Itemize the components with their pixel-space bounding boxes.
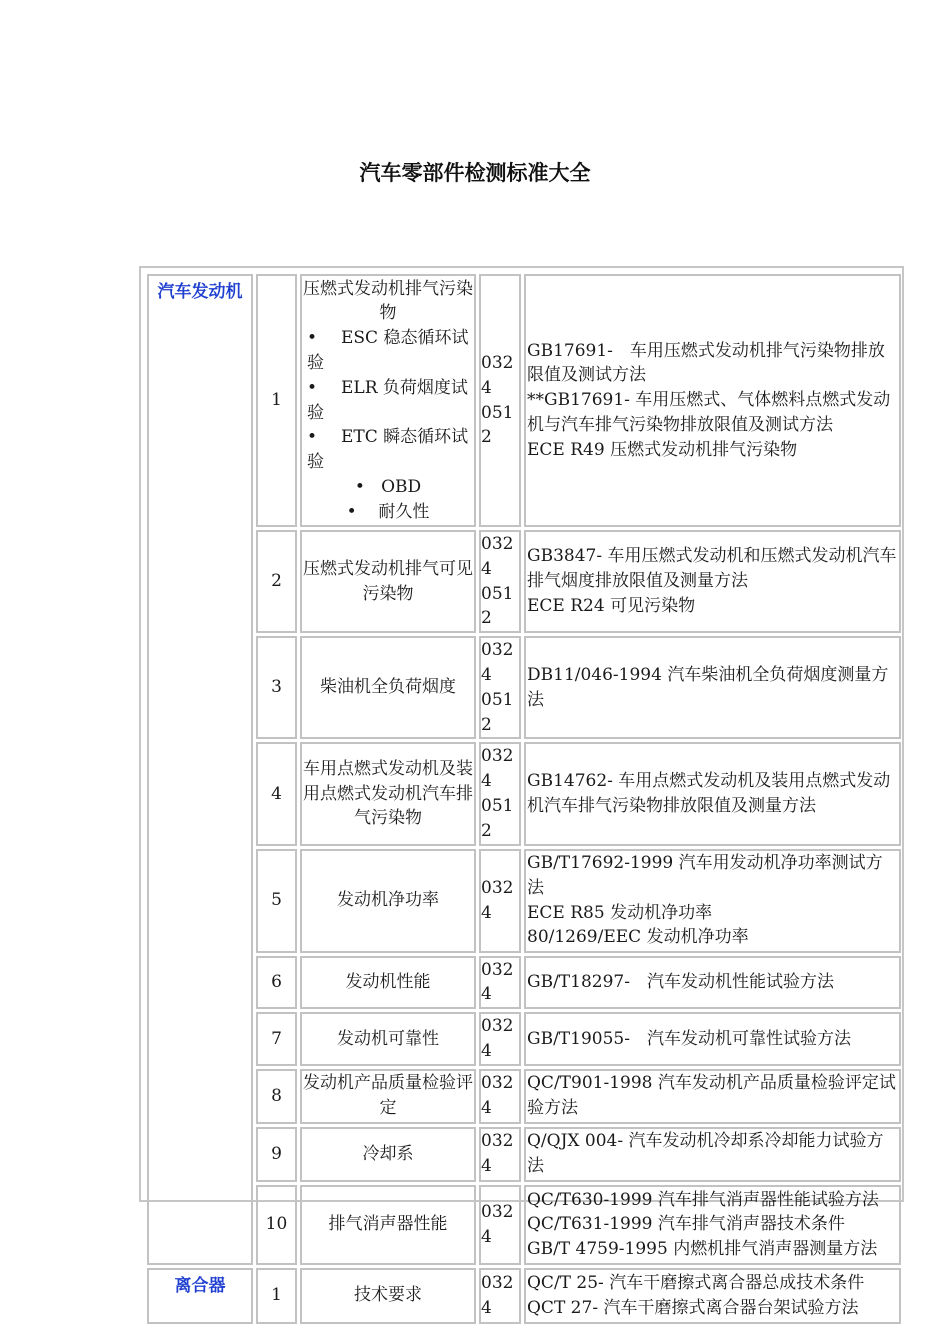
code-cell: 0324 <box>479 956 521 1010</box>
test-item-name: 发动机产品质量检验评定 <box>300 1069 476 1124</box>
category-cell: 汽车发动机 <box>147 274 253 1265</box>
bullet-icon: • <box>307 328 318 349</box>
standards-cell: QC/T901-1998 汽车发动机产品质量检验评定试验方法 <box>524 1069 901 1124</box>
code-cell: 0324 0512 <box>479 530 521 633</box>
table-row <box>147 1012 901 1066</box>
standards-cell: QC/T 25- 汽车干磨擦式离合器总成技术条件 QCT 27- 汽车干磨擦式离合器台架试验方法 <box>524 1268 901 1324</box>
code-cell: 0324 <box>479 849 521 953</box>
test-item-name: 压燃式发动机排气可见污染物 <box>300 530 476 633</box>
standards-cell: GB/T18297- 汽车发动机性能试验方法 <box>524 956 901 1010</box>
bullet-icon: • <box>354 476 382 497</box>
table-row <box>147 1185 901 1265</box>
row-number: 2 <box>256 530 297 633</box>
category-cell: 离合器 <box>147 1268 253 1324</box>
row-number: 7 <box>256 1012 297 1066</box>
table-row <box>147 849 901 953</box>
row-number: 10 <box>256 1185 297 1265</box>
bullet-icon: • <box>307 377 318 398</box>
standards-cell: QC/T630-1999 汽车排气消声器性能试验方法 QC/T631-1999 汽车排气消声器技术条件 GB/T 4759-1995 内燃机排气消声器测量方法 <box>524 1185 901 1265</box>
test-item-name: 冷却系 <box>300 1127 476 1182</box>
standards-cell: GB14762- 车用点燃式发动机及装用点燃式发动机汽车排气污染物排放限值及测量方法 <box>524 742 901 845</box>
row-number: 8 <box>256 1069 297 1124</box>
subitem: • 耐久性 <box>346 501 430 522</box>
standards-cell: Q/QJX 004- 汽车发动机冷却系冷却能力试验方法 <box>524 1127 901 1182</box>
row-number: 1 <box>256 274 297 527</box>
code-cell: 0324 0512 <box>479 636 521 739</box>
code-cell: 0324 <box>479 1127 521 1182</box>
standards-cell: GB17691- 车用压燃式发动机排气污染物排放限值及测试方法 **GB17691- 车用压燃式、气体燃料点燃式发动机与汽车排气污染物排放限值及测试方法 ECE R49 压燃式发动机排气污染物 <box>524 274 901 527</box>
table-row <box>147 1127 901 1182</box>
subitem: • ELR 负荷烟度试验 <box>307 377 468 423</box>
test-item-name: 技术要求 <box>300 1268 476 1324</box>
code-cell: 0324 <box>479 1268 521 1324</box>
row-number: 4 <box>256 742 297 845</box>
test-item-name: 排气消声器性能 <box>300 1185 476 1265</box>
subitem: • ETC 瞬态循环试验 <box>307 427 469 473</box>
code-cell: 0324 <box>479 1185 521 1265</box>
table-row <box>147 1268 901 1324</box>
row-number: 1 <box>256 1268 297 1324</box>
code-cell: 0324 <box>479 1012 521 1066</box>
subitem: • ESC 稳态循环试验 <box>307 328 469 373</box>
table-row <box>147 742 901 845</box>
test-item-name: 发动机可靠性 <box>300 1012 476 1066</box>
test-item-name: 车用点燃式发动机及装用点燃式发动机汽车排气污染物 <box>300 742 476 845</box>
table-row <box>147 1069 901 1124</box>
standards-cell: GB3847- 车用压燃式发动机和压燃式发动机汽车排气烟度排放限值及测量方法 ECE R24 可见污染物 <box>524 530 901 633</box>
page-title: 汽车零部件检测标准大全 <box>359 161 591 185</box>
standards-cell: GB/T19055- 汽车发动机可靠性试验方法 <box>524 1012 901 1066</box>
standards-table-frame <box>139 266 904 1318</box>
standards-table <box>144 271 904 1327</box>
code-cell: 0324 0512 <box>479 742 521 845</box>
bullet-icon: • <box>346 501 379 522</box>
table-row <box>147 956 901 1010</box>
row-number: 9 <box>256 1127 297 1182</box>
code-cell: 0324 <box>479 1069 521 1124</box>
test-item-name: 压燃式发动机排气污染物 <box>303 278 473 324</box>
test-item-name: 发动机净功率 <box>300 849 476 953</box>
table-row <box>147 274 901 527</box>
subitem: • OBD <box>354 476 422 497</box>
code-cell: 0324 0512 <box>479 274 521 527</box>
bullet-icon: • <box>307 427 318 448</box>
standards-cell: GB/T17692-1999 汽车用发动机净功率测试方法 ECE R85 发动机净功率 80/1269/EEC 发动机净功率 <box>524 849 901 953</box>
table-row <box>147 530 901 633</box>
test-item-name: 发动机性能 <box>300 956 476 1010</box>
row-number: 6 <box>256 956 297 1010</box>
test-item-name: 柴油机全负荷烟度 <box>300 636 476 739</box>
table-row <box>147 636 901 739</box>
standards-cell: DB11/046-1994 汽车柴油机全负荷烟度测量方法 <box>524 636 901 739</box>
test-item-cell <box>300 274 476 527</box>
row-number: 3 <box>256 636 297 739</box>
row-number: 5 <box>256 849 297 953</box>
